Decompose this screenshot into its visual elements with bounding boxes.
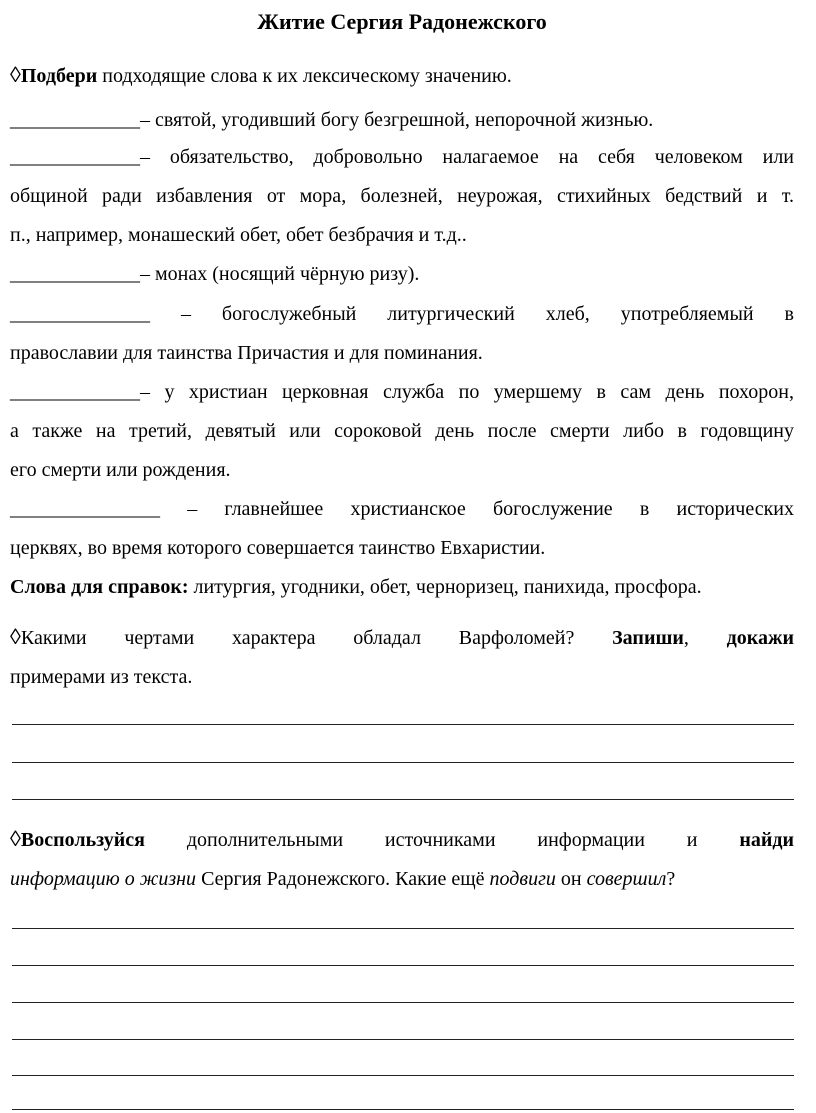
answer-line[interactable] <box>12 1039 794 1040</box>
definition-3 <box>10 261 794 287</box>
definition-1-text: – святой, угодивший богу безгрешной, непорочной жизнью. <box>140 109 654 131</box>
diamond-bullet-icon: ◊ <box>10 826 21 851</box>
answer-line[interactable] <box>12 965 794 966</box>
task2-line2: примерами из текста. <box>10 666 193 688</box>
task2-verb-write: Запиши <box>612 627 684 649</box>
definition-3-text: – монах (носящий чёрную ризу). <box>140 263 420 285</box>
diamond-bullet-icon: ◊ <box>10 62 21 87</box>
answer-blank-4[interactable]: ______________ <box>10 303 150 325</box>
answer-line[interactable] <box>12 1002 794 1003</box>
answer-line[interactable] <box>12 1109 794 1110</box>
task3-text2: он <box>555 868 587 890</box>
reference-label: Слова для справок: <box>10 576 189 598</box>
answer-line[interactable] <box>12 928 794 929</box>
definition-5-line2: а также на третий, девятый или сороковой день после смерти либо в годовщину <box>10 420 794 442</box>
answer-line[interactable] <box>12 1075 794 1076</box>
task2-line1 <box>10 624 794 651</box>
answer-line[interactable] <box>12 724 794 725</box>
definition-6-line1 <box>10 496 794 522</box>
answer-blank-5[interactable]: _____________ <box>10 381 140 403</box>
definition-5-line3: его смерти или рождения. <box>10 459 231 481</box>
task3-line2 <box>10 866 794 892</box>
answer-blank-6[interactable]: _______________ <box>10 498 160 520</box>
definition-4-text1: – богослужебный литургический хлеб, употребляемый в <box>150 303 794 325</box>
task1-instruction: подходящие слова к их лексическому значению. <box>97 65 512 87</box>
definition-2-text1: – обязательство, добровольно налагаемое на себя человеком или <box>140 146 794 168</box>
task3-text1: Сергия Радонежского. Какие ещё <box>196 868 490 890</box>
answer-line[interactable] <box>12 799 794 800</box>
task3-end: ? <box>666 868 676 890</box>
definition-6-text1: – главнейшее христианское богослужение в исторических <box>160 498 794 520</box>
page-title: Житие Сергия Радонежского <box>257 9 547 34</box>
reference-words <box>10 574 794 600</box>
task1-verb: Подбери <box>20 65 98 87</box>
task2-question: Какими чертами характера обладал Варфоломей? <box>20 627 575 649</box>
task3-italic-info: информацию о жизни <box>10 868 197 890</box>
definition-4-line2: православии для таинства Причастия и для поминания. <box>10 342 483 364</box>
task3-line1 <box>10 826 794 853</box>
definition-2-line2: общиной ради избавления от мора, болезней, неурожая, стихийных бедствий и т. <box>10 185 794 207</box>
task3-verb-use: Воспользуйся <box>20 829 145 851</box>
task3-middle: дополнительными источниками информации и <box>145 829 740 851</box>
answer-blank-1[interactable]: _____________ <box>10 109 140 131</box>
definition-1 <box>10 107 794 133</box>
answer-blank-2[interactable]: _____________ <box>10 146 140 168</box>
definition-5-text1: – у христиан церковная служба по умершему в сам день похорон, <box>140 381 794 403</box>
task2-comma: , <box>683 627 689 649</box>
definition-6-line2: церквях, во время которого совершается таинство Евхаристии. <box>10 537 546 559</box>
definition-5-line1 <box>10 379 794 405</box>
answer-line[interactable] <box>12 762 794 763</box>
definition-2-line1 <box>10 144 794 170</box>
task3-verb-find: найди <box>739 829 794 851</box>
definition-2-line3: п., например, монашеский обет, обет безбрачия и т.д.. <box>10 224 467 246</box>
reference-list: литургия, угодники, обет, черноризец, панихида, просфора. <box>188 576 702 598</box>
definition-4-line1 <box>10 301 794 327</box>
task1-heading <box>10 62 794 89</box>
task3-italic-feats: подвиги <box>489 868 556 890</box>
task2-verb-prove: докажи <box>726 627 795 649</box>
answer-blank-3[interactable]: _____________ <box>10 263 140 285</box>
diamond-bullet-icon: ◊ <box>10 624 21 649</box>
task3-italic-did: совершил <box>586 868 667 890</box>
